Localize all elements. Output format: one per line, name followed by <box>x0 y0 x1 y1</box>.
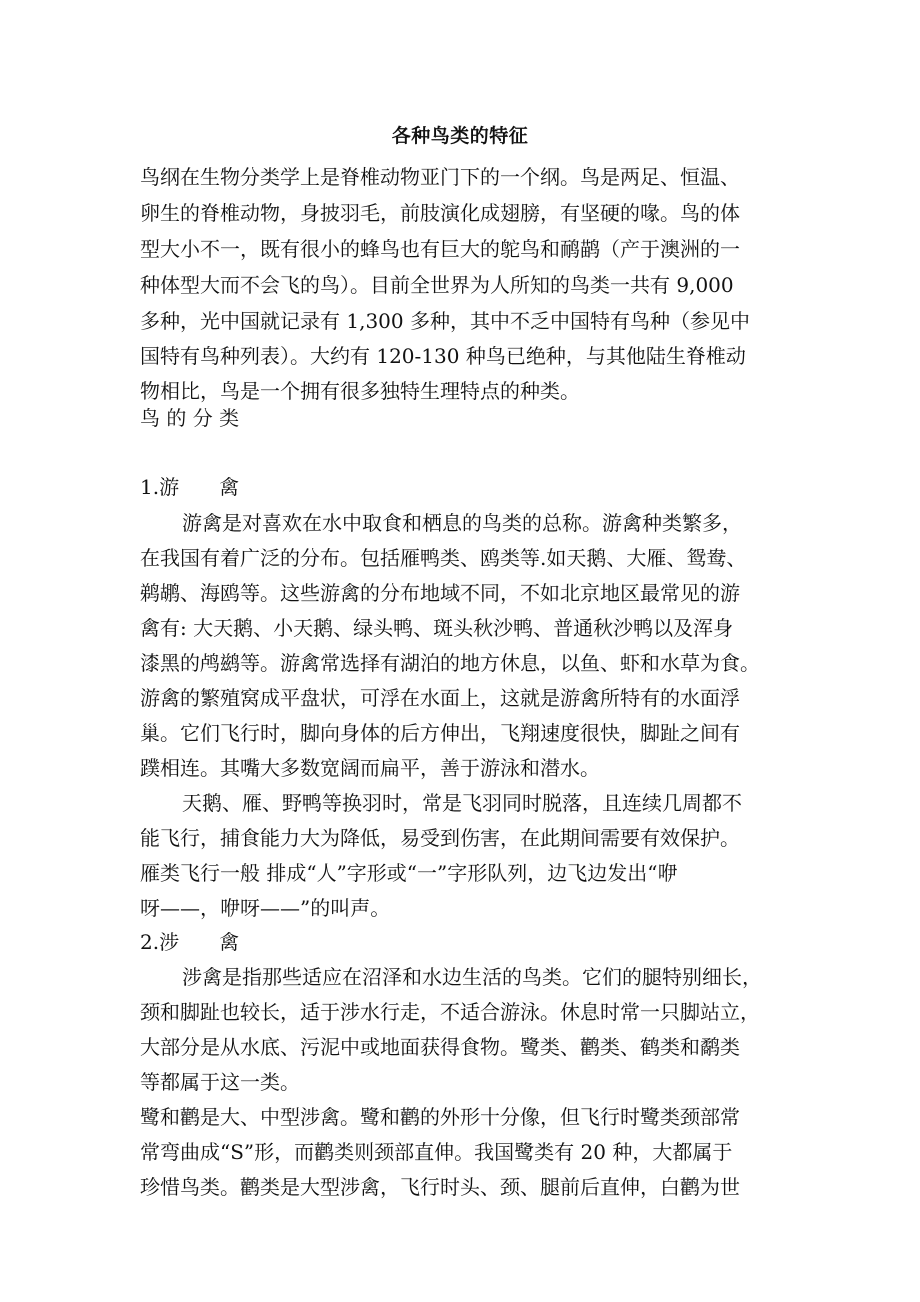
section2-paragraph2-line: 鹭和鹳是大、中型涉禽。鹭和鹳的外形十分像，但飞行时鹭类颈部常 <box>140 1105 740 1129</box>
section1-paragraph1-line: 游禽是对喜欢在水中取食和栖息的鸟类的总称。游禽种类繁多， <box>182 511 742 535</box>
section2-paragraph1-line: 大部分是从水底、污泥中或地面获得食物。鹭类、鹳类、鹤类和鹬类 <box>140 1035 740 1059</box>
document-title: 各种鸟类的特征 <box>391 125 529 147</box>
section1-paragraph1-line: 游禽的繁殖窝成平盘状，可浮在水面上，这就是游禽所特有的水面浮 <box>140 686 740 710</box>
intro-line: 种体型大而不会飞的鸟）。目前全世界为人所知的鸟类一共有 9,000 <box>140 273 734 297</box>
section-heading-wading-birds: 2.涉 禽 <box>140 930 240 954</box>
intro-line: 卵生的脊椎动物，身披羽毛，前肢演化成翅膀，有坚硬的喙。鸟的体 <box>140 201 740 225</box>
section1-paragraph2-line: 呀——，咿呀——”的叫声。 <box>140 896 391 920</box>
intro-line: 鸟纲在生物分类学上是脊椎动物亚门下的一个纲。鸟是两足、恒温、 <box>140 165 740 189</box>
intro-line: 国特有鸟种列表）。大约有 120-130 种鸟已绝种，与其他陆生脊椎动 <box>140 344 746 368</box>
section2-paragraph1-line: 颈和脚趾也较长，适于涉水行走，不适合游泳。休息时常一只脚站立， <box>140 1000 760 1024</box>
section-heading-swimming-birds: 1.游 禽 <box>140 475 240 499</box>
intro-line: 型大小不一，既有很小的蜂鸟也有巨大的鸵鸟和鸸鹋（产于澳洲的一 <box>140 237 740 261</box>
classification-heading: 鸟 的 分 类 <box>140 406 240 430</box>
section1-paragraph1-line: 巢。它们飞行时，脚向身体的后方伸出，飞翔速度很快，脚趾之间有 <box>140 721 740 745</box>
section2-paragraph1-line: 涉禽是指那些适应在沼泽和水边生活的鸟类。它们的腿特别细长， <box>182 965 762 989</box>
section1-paragraph2-line: 雁类飞行一般 排成“人”字形或“一”字形队列，边飞边发出“咿 <box>140 861 678 885</box>
intro-line: 物相比，鸟是一个拥有很多独特生理特点的种类。 <box>140 379 580 403</box>
section1-paragraph2-line: 能飞行，捕食能力大为降低，易受到伤害，在此期间需要有效保护。 <box>140 826 740 850</box>
section1-paragraph1-line: 禽有: 大天鹅、小天鹅、绿头鸭、斑头秋沙鸭、普通秋沙鸭以及浑身 <box>140 616 734 640</box>
section1-paragraph1-line: 鹈鹕、海鸥等。这些游禽的分布地域不同，不如北京地区最常见的游 <box>140 581 740 605</box>
intro-line: 多种，光中国就记录有 1,300 多种，其中不乏中国特有鸟种（参见中 <box>140 309 750 333</box>
section1-paragraph2-line: 天鹅、雁、野鸭等换羽时，常是飞羽同时脱落，且连续几周都不 <box>182 791 742 815</box>
section1-paragraph1-line: 蹼相连。其嘴大多数宽阔而扁平，善于游泳和潜水。 <box>140 756 600 780</box>
section1-paragraph1-line: 在我国有着广泛的分布。包括雁鸭类、鸥类等.如天鹅、大雁、鸳鸯、 <box>140 546 747 570</box>
section2-paragraph2-line: 常弯曲成“S”形，而鹳类则颈部直伸。我国鹭类有 20 种，大都属于 <box>140 1140 733 1164</box>
section2-paragraph2-line: 珍惜鸟类。鹳类是大型涉禽，飞行时头、颈、腿前后直伸，白鹳为世 <box>140 1175 740 1199</box>
section1-paragraph1-line: 漆黑的鸬鹚等。游禽常选择有湖泊的地方休息，以鱼、虾和水草为食。 <box>140 651 760 675</box>
section2-paragraph1-line: 等都属于这一类。 <box>140 1070 300 1094</box>
